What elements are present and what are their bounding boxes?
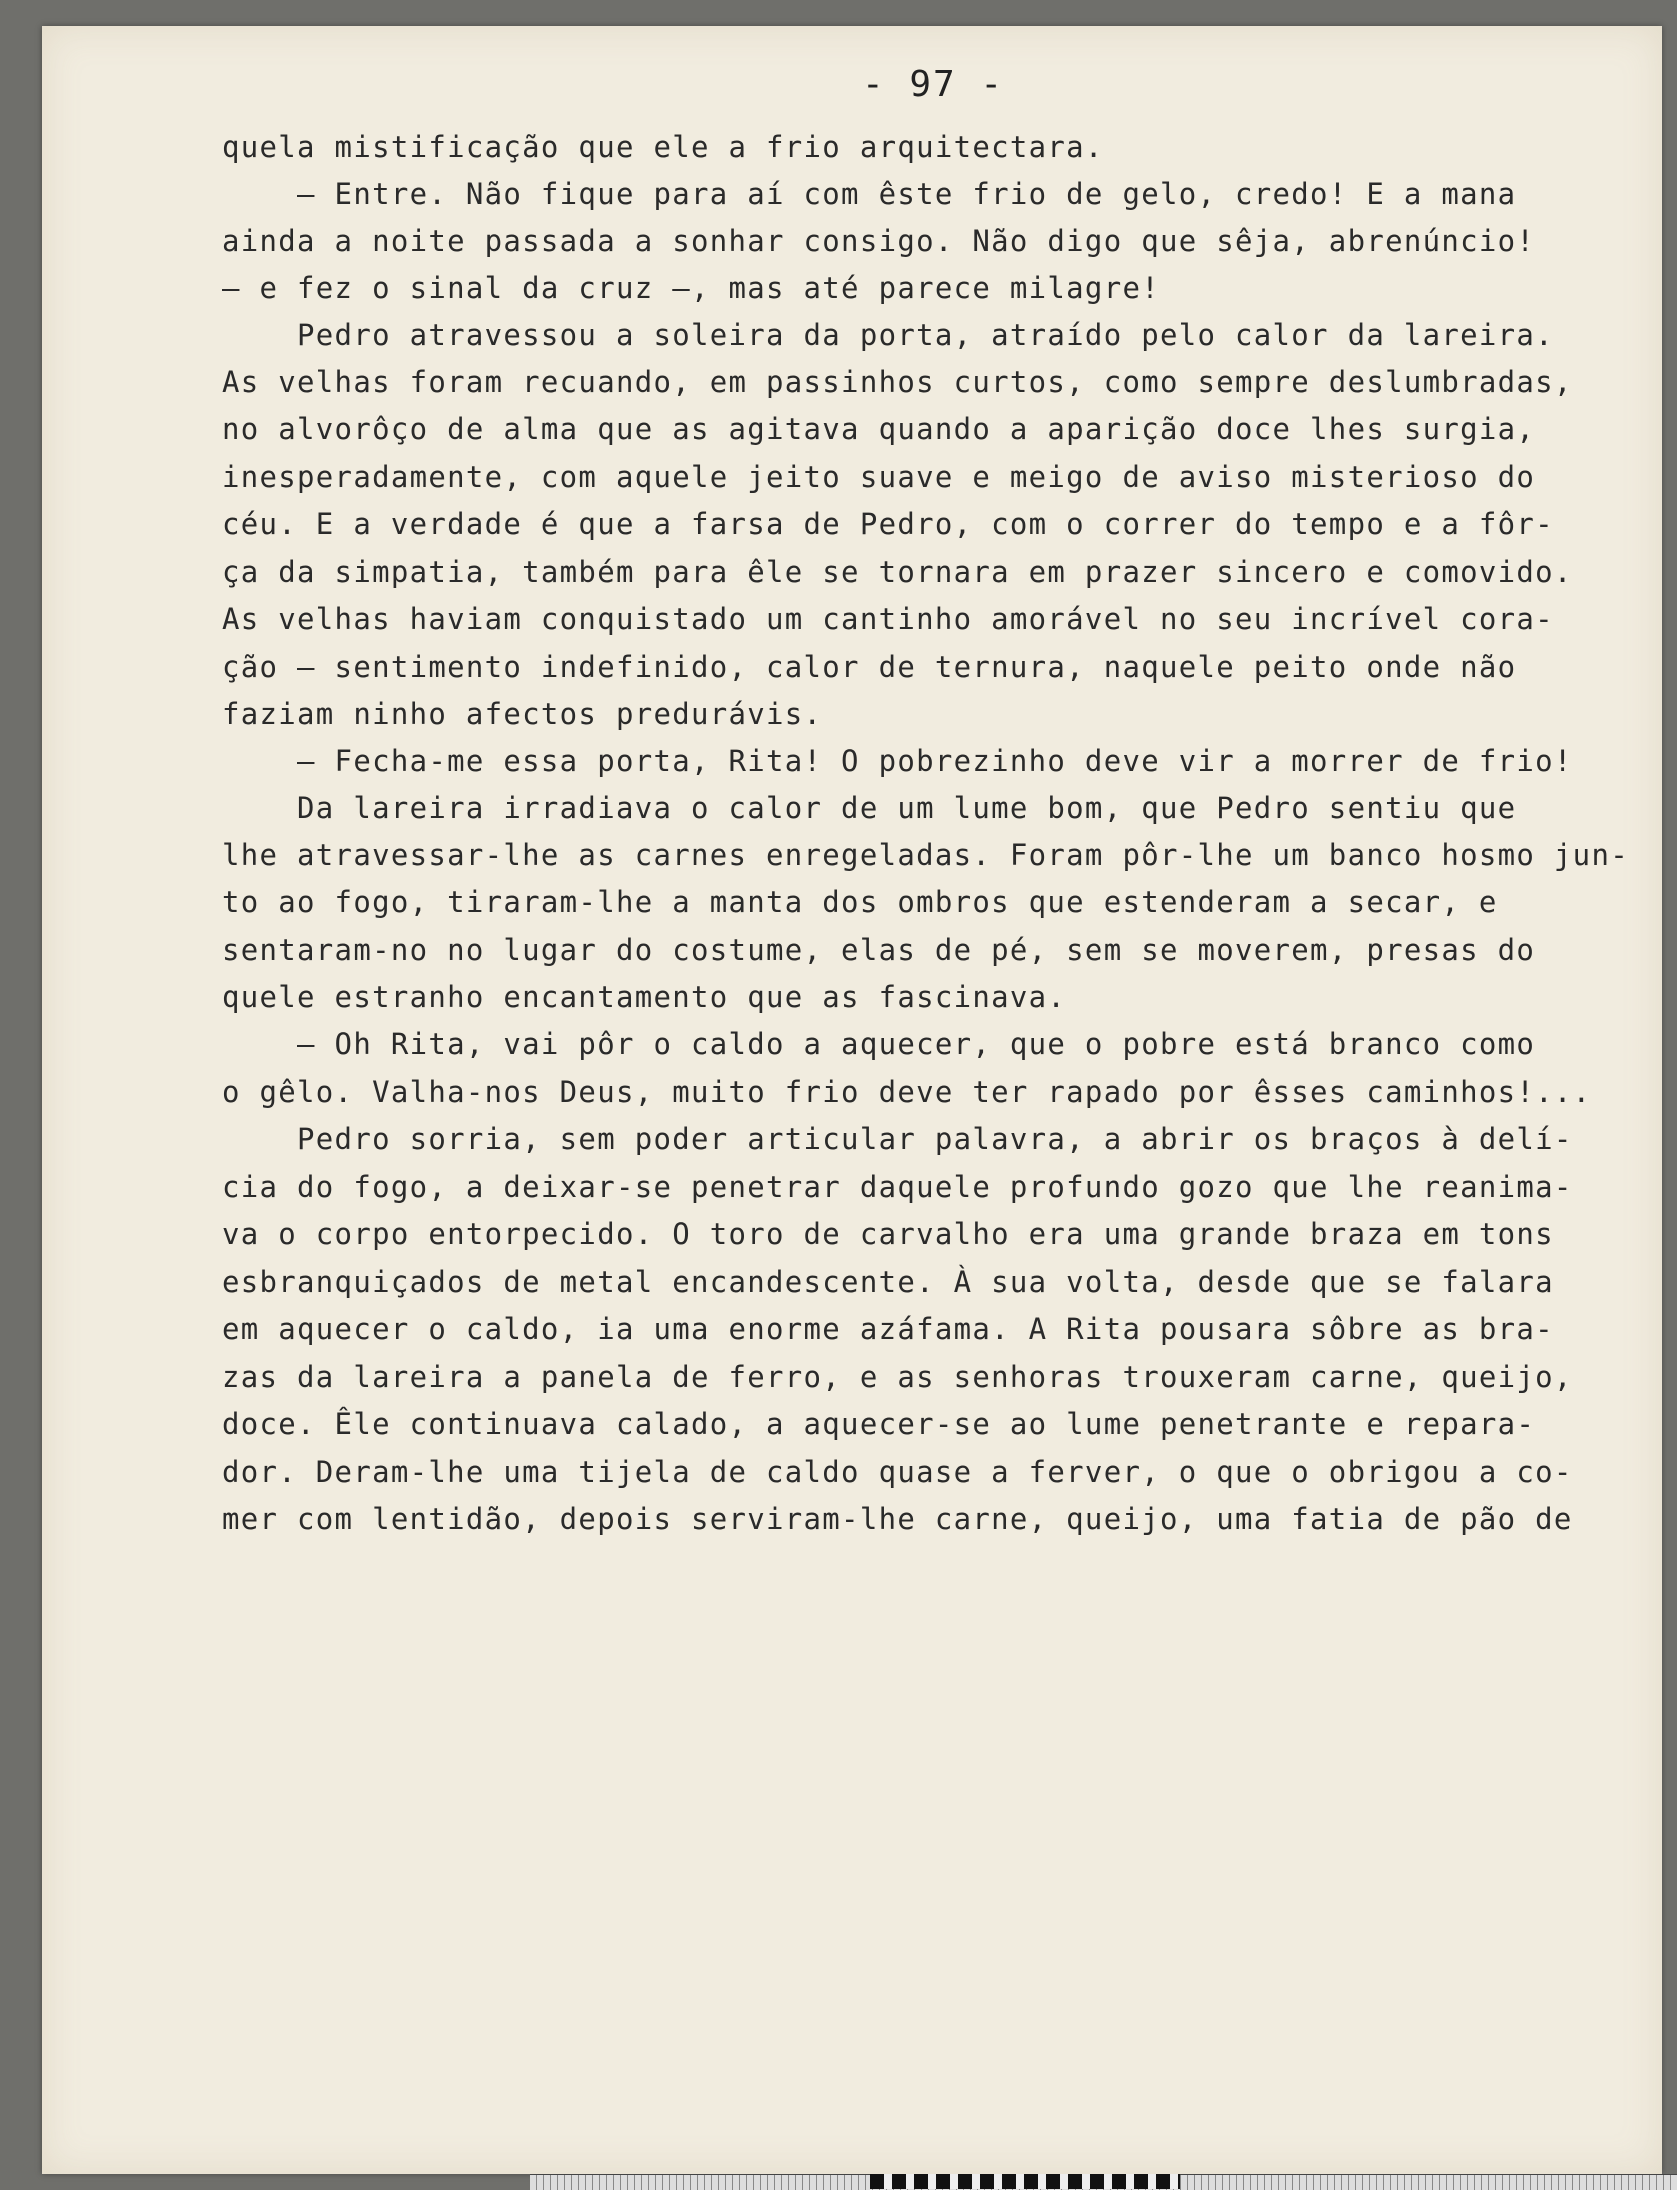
text-line: céu. E a verdade é que a farsa de Pedro, com o correr do tempo e a fôr- (222, 507, 1554, 541)
text-line: sentaram-no no lugar do costume, elas de pé, sem se moverem, presas do (222, 933, 1536, 967)
text-line: quele estranho encantamento que as fascinava. (222, 980, 1067, 1014)
text-line: faziam ninho afectos predurávis. (222, 697, 823, 731)
scale-ruler-dark-segment (870, 2174, 1180, 2189)
text-line: to ao fogo, tiraram-lhe a manta dos ombros que estenderam a secar, e (222, 885, 1498, 919)
text-line: quela mistificação que ele a frio arquitectara. (222, 130, 1104, 164)
text-line: Pedro atravessou a soleira da porta, atraído pelo calor da lareira. (222, 318, 1554, 352)
text-line: cia do fogo, a deixar-se penetrar daquele profundo gozo que lhe reanima- (222, 1170, 1573, 1204)
text-line: dor. Deram-lhe uma tijela de caldo quase a ferver, o que o obrigou a co- (222, 1455, 1573, 1489)
text-line: ainda a noite passada a sonhar consigo. Não digo que sêja, abrenúncio! (222, 224, 1536, 258)
text-line: inesperadamente, com aquele jeito suave e meigo de aviso misterioso do (222, 460, 1536, 494)
text-line: zas da lareira a panela de ferro, e as senhoras trouxeram carne, queijo, (222, 1360, 1573, 1394)
text-line: o gêlo. Valha-nos Deus, muito frio deve ter rapado por êsses caminhos!... (222, 1075, 1592, 1109)
text-line: va o corpo entorpecido. O toro de carvalho era uma grande braza em tons (222, 1217, 1554, 1251)
text-line: — Oh Rita, vai pôr o caldo a aquecer, que o pobre está branco como (222, 1027, 1536, 1061)
text-line: mer com lentidão, depois serviram-lhe carne, queijo, uma fatia de pão de (222, 1502, 1573, 1536)
text-line: Da lareira irradiava o calor de um lume bom, que Pedro sentiu que (222, 791, 1517, 825)
text-line: — Fecha-me essa porta, Rita! O pobrezinho deve vir a morrer de frio! (222, 744, 1573, 778)
text-line: lhe atravessar-lhe as carnes enregeladas. Foram pôr-lhe um banco hosmo jun- (222, 838, 1629, 872)
text-line: — e fez o sinal da cruz —, mas até parece milagre! (222, 271, 1160, 305)
text-line: no alvorôço de alma que as agitava quando a aparição doce lhes surgia, (222, 412, 1536, 446)
text-line: em aquecer o caldo, ia uma enorme azáfama. A Rita pousara sôbre as bra- (222, 1312, 1554, 1346)
text-line: doce. Êle continuava calado, a aquecer-se ao lume penetrante e repara- (222, 1407, 1536, 1441)
text-line: ção — sentimento indefinido, calor de ternura, naquele peito onde não (222, 650, 1517, 684)
text-line: ça da simpatia, também para êle se tornara em prazer sincero e comovido. (222, 555, 1573, 589)
text-line: esbranquiçados de metal encandescente. À sua volta, desde que se falara (222, 1265, 1554, 1299)
text-line: As velhas haviam conquistado um cantinho amorável no seu incrível cora- (222, 602, 1554, 636)
text-line: Pedro sorria, sem poder articular palavra, a abrir os braços à delí- (222, 1122, 1573, 1156)
page-number: - 97 - (862, 64, 1005, 105)
typewritten-page (42, 26, 1662, 2174)
text-line: — Entre. Não fique para aí com êste frio de gelo, credo! E a mana (222, 177, 1517, 211)
text-line: As velhas foram recuando, em passinhos curtos, como sempre deslumbradas, (222, 365, 1573, 399)
